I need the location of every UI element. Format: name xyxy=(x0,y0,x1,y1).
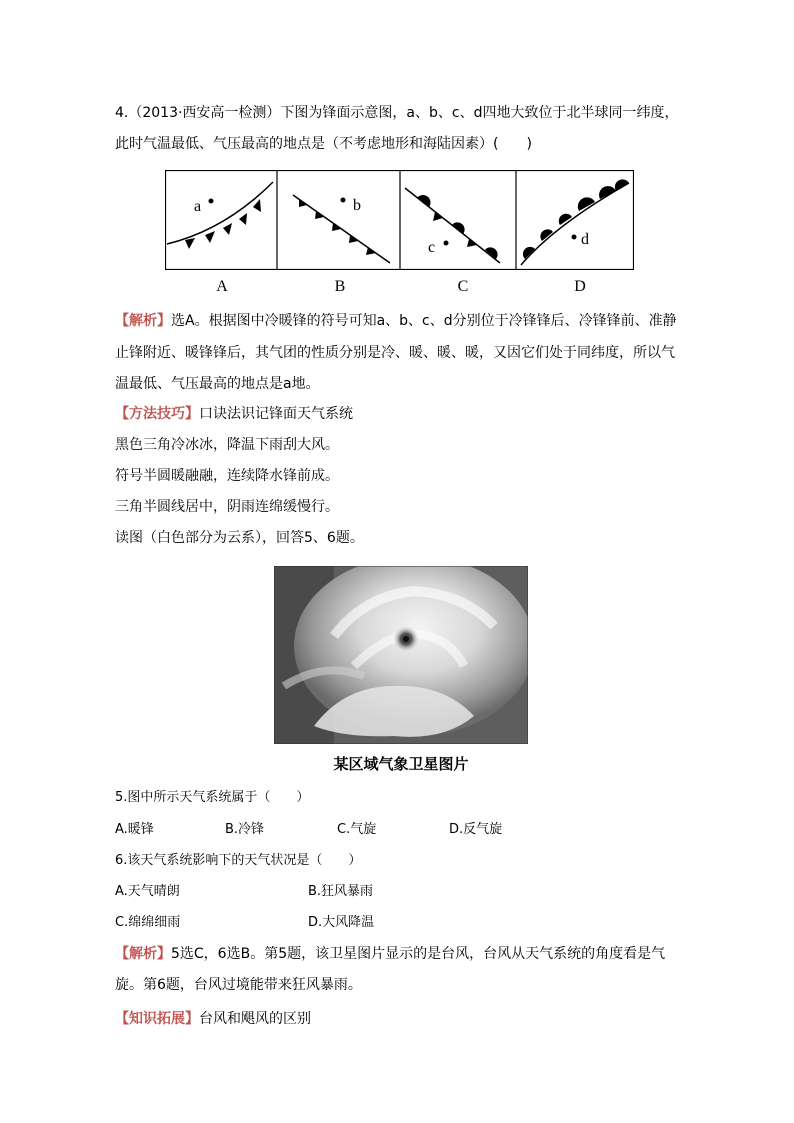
method-title: 口诀法识记锋面天气系统 xyxy=(199,406,353,422)
q5-option-c: C.气旋 xyxy=(337,822,377,837)
analysis-1-line-3: 温最低、气压最高的地点是a地。 xyxy=(115,376,320,392)
knowledge-extension xyxy=(115,1011,311,1027)
method-line-3: 三角半圆线居中，阴雨连绵缓慢行。 xyxy=(115,499,339,515)
knowledge-text: 台风和飓风的区别 xyxy=(199,1011,311,1027)
method-line-1: 黑色三角冷冰冰，降温下雨刮大风。 xyxy=(115,437,339,453)
q5-option-a: A.暖锋 xyxy=(115,822,154,837)
question-6-stem: 6.该天气系统影响下的天气状况是（ ） xyxy=(115,853,362,868)
read-prompt: 读图（白色部分为云系），回答5、6题。 xyxy=(115,530,364,546)
front-diagram xyxy=(165,170,634,270)
point-d-label: d xyxy=(581,231,589,248)
point-b-label: b xyxy=(353,197,361,214)
knowledge-tag: 【知识拓展】 xyxy=(115,1011,199,1027)
point-c-label: c xyxy=(428,239,436,256)
q6-option-a: A.天气晴朗 xyxy=(115,884,180,899)
question-4-line-1: 4.（2013·西安高一检测）下图为锋面示意图，a、b、c、d四地大致位于北半球同一纬度， xyxy=(115,105,679,121)
q5-option-d: D.反气旋 xyxy=(449,822,503,837)
method-title-line xyxy=(115,406,353,422)
figure-caption: 某区域气象卫星图片 xyxy=(333,755,469,773)
question-5-stem: 5.图中所示天气系统属于（ ） xyxy=(115,790,310,805)
panel-label-a: A xyxy=(216,278,228,295)
panel-label-b: B xyxy=(334,278,346,295)
panel-label-d: D xyxy=(574,278,586,295)
q6-option-d: D.大风降温 xyxy=(308,915,375,930)
point-a-label: a xyxy=(194,198,202,215)
analysis-1-line-1 xyxy=(115,313,677,329)
question-4-line-2: 此时气温最低、气压最高的地点是（不考虑地形和海陆因素）( ) xyxy=(115,136,532,152)
method-tag: 【方法技巧】 xyxy=(115,406,199,422)
analysis-tag: 【解析】 xyxy=(115,313,171,329)
q5-option-b: B.冷锋 xyxy=(225,822,265,837)
analysis-2-line-1 xyxy=(115,946,665,962)
q6-option-c: C.绵绵细雨 xyxy=(115,915,181,930)
analysis-2-tag: 【解析】 xyxy=(115,946,171,962)
method-line-2: 符号半圆暖融融，连续降水锋前成。 xyxy=(115,468,339,484)
q6-option-b: B.狂风暴雨 xyxy=(308,884,374,899)
satellite-image xyxy=(274,566,528,744)
analysis-2-line-2: 旋。第6题，台风过境能带来狂风暴雨。 xyxy=(115,977,362,993)
analysis-1-text: 选A。根据图中冷暖锋的符号可知a、b、c、d分别位于冷锋锋后、冷锋锋前、准静 xyxy=(171,313,677,329)
analysis-2-text: 5选C，6选B。第5题，该卫星图片显示的是台风，台风从天气系统的角度看是气 xyxy=(171,946,666,962)
panel-label-c: C xyxy=(457,278,469,295)
analysis-1-line-2: 止锋附近、暖锋锋后，其气团的性质分别是冷、暖、暖、暖，又因它们处于同纬度，所以气 xyxy=(115,345,675,361)
